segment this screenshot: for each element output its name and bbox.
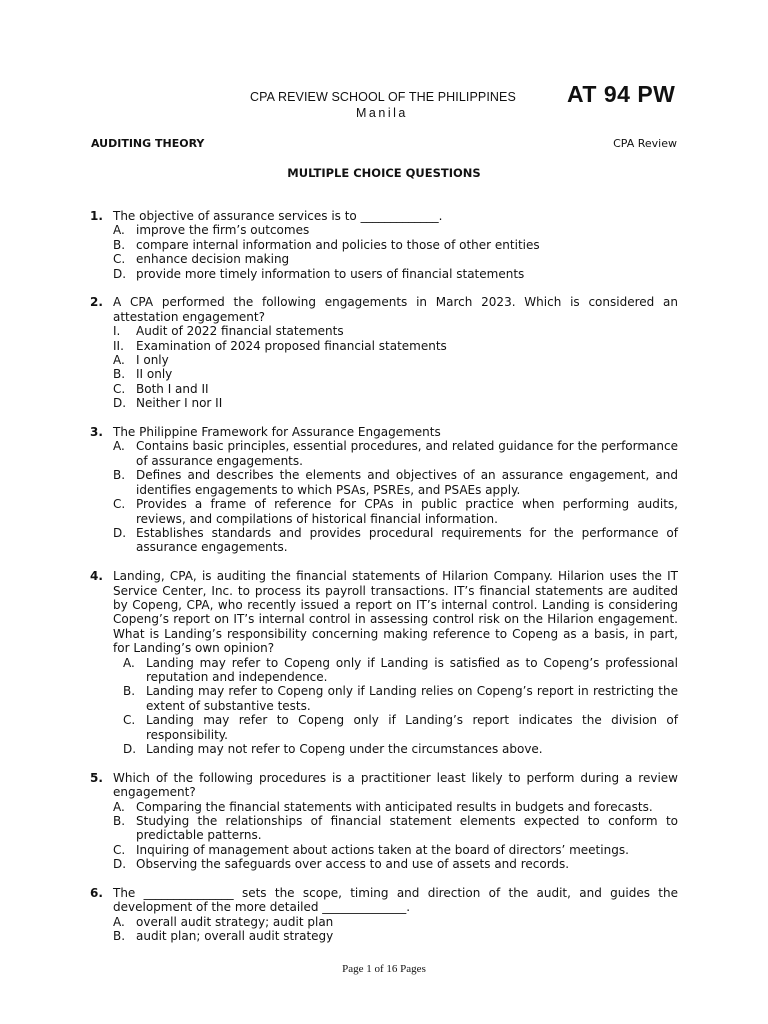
page-footer: Page 1 of 16 Pages bbox=[342, 963, 426, 975]
statement-item bbox=[113, 324, 678, 338]
answer-option-text: Contains basic principles, essential procedures, and related guidance for the performance of assurance engagements. bbox=[136, 439, 678, 468]
answer-option-text: audit plan; overall audit strategy bbox=[136, 929, 334, 944]
answer-option-label: B. bbox=[113, 468, 126, 483]
answer-option bbox=[113, 526, 678, 555]
answer-option-label: C. bbox=[113, 842, 126, 857]
answer-option-text: Observing the safeguards over access to and use of assets and records. bbox=[136, 857, 570, 872]
answer-option-text: Establishes standards and provides procedural requirements for the performance of assurance engagements. bbox=[136, 525, 678, 555]
answer-option bbox=[113, 252, 678, 266]
answer-option-text: Provides a frame of reference for CPAs in public practice when performing audits, reviews, and compilations of historical financial information. bbox=[136, 497, 678, 526]
answer-option bbox=[113, 439, 678, 468]
question-text: The Philippine Framework for Assurance Engagements bbox=[113, 425, 441, 440]
question-text: Which of the following procedures is a practitioner least likely to perform during a review engagement? bbox=[113, 770, 678, 800]
question-text: The objective of assurance services is to _____________. bbox=[113, 209, 443, 223]
answer-option bbox=[113, 800, 678, 814]
answer-option-label: D. bbox=[113, 525, 127, 540]
statement-item-text: Examination of 2024 proposed financial statements bbox=[136, 338, 447, 353]
question-number: 6. bbox=[90, 886, 103, 901]
answer-option-label: C. bbox=[113, 381, 126, 396]
document-code: AT 94 PW bbox=[567, 81, 676, 107]
answer-option-text: overall audit strategy; audit plan bbox=[136, 914, 334, 929]
answer-option-label: A. bbox=[113, 353, 125, 368]
answer-option-label: D. bbox=[113, 396, 127, 411]
answer-option-label: D. bbox=[123, 741, 137, 756]
answer-option bbox=[113, 353, 678, 367]
question bbox=[90, 425, 678, 555]
answer-option bbox=[113, 267, 678, 281]
question bbox=[90, 569, 678, 756]
answer-option bbox=[123, 656, 678, 685]
question-number: 2. bbox=[90, 295, 103, 310]
statement-item-label: I. bbox=[113, 324, 121, 339]
answer-option-label: C. bbox=[113, 252, 126, 267]
answer-option-label: C. bbox=[113, 497, 126, 512]
answer-option-label: A. bbox=[113, 799, 125, 814]
answer-option-text: provide more timely information to users of financial statements bbox=[136, 266, 525, 281]
question-number: 1. bbox=[90, 209, 103, 223]
answer-option-label: A. bbox=[113, 223, 125, 238]
answer-option bbox=[123, 742, 678, 756]
answer-option-text: Studying the relationships of financial statement elements expected to conform to predictable patterns. bbox=[136, 814, 678, 843]
answer-option bbox=[113, 915, 678, 929]
answer-option-label: B. bbox=[113, 367, 126, 382]
answer-option bbox=[113, 857, 678, 871]
answer-option-text: Landing may refer to Copeng only if Landing’s report indicates the division of responsibility. bbox=[146, 713, 678, 742]
answer-option-text: I only bbox=[136, 353, 169, 368]
answer-option-label: B. bbox=[113, 814, 126, 828]
statement-item bbox=[113, 339, 678, 353]
question-number: 4. bbox=[90, 569, 103, 584]
section-title: MULTIPLE CHOICE QUESTIONS bbox=[287, 166, 481, 180]
answer-option-label: A. bbox=[123, 655, 135, 670]
answer-option-text: enhance decision making bbox=[136, 252, 290, 267]
statement-item-label: II. bbox=[113, 338, 124, 353]
answer-option-text: Landing may refer to Copeng only if Landing relies on Copeng’s report in restricting the extent of substantive tests. bbox=[146, 684, 678, 713]
answer-option bbox=[113, 929, 678, 943]
answer-option bbox=[113, 238, 678, 252]
answer-option-text: Neither I nor II bbox=[136, 396, 223, 411]
answer-option bbox=[113, 396, 678, 410]
answer-option bbox=[113, 367, 678, 381]
question bbox=[90, 886, 678, 944]
answer-option-label: B. bbox=[113, 237, 126, 252]
statement-item-text: Audit of 2022 financial statements bbox=[136, 324, 344, 339]
question bbox=[90, 295, 678, 410]
answer-option-text: Both I and II bbox=[136, 381, 209, 396]
answer-option bbox=[113, 223, 678, 237]
answer-option bbox=[113, 382, 678, 396]
answer-option-text: Defines and describes the elements and objectives of an assurance engagement, and identifies engagements to which PSAs, PSREs, and PSAEs apply. bbox=[136, 468, 678, 497]
answer-option-text: Landing may not refer to Copeng under the circumstances above. bbox=[146, 741, 543, 756]
question bbox=[90, 771, 678, 872]
answer-option bbox=[123, 713, 678, 742]
question bbox=[90, 209, 678, 281]
answer-option bbox=[113, 843, 678, 857]
question-number: 3. bbox=[90, 425, 103, 440]
answer-option-label: D. bbox=[113, 857, 127, 872]
school-name: CPA REVIEW SCHOOL OF THE PHILIPPINES bbox=[250, 90, 516, 104]
answer-option-text: compare internal information and policies to those of other entities bbox=[136, 237, 540, 252]
answer-option-label: B. bbox=[123, 684, 136, 699]
answer-option-text: improve the firm’s outcomes bbox=[136, 223, 310, 238]
answer-option-label: D. bbox=[113, 266, 127, 281]
question-number: 5. bbox=[90, 770, 103, 785]
answer-option-label: C. bbox=[123, 713, 136, 728]
question-text: The _______________ sets the scope, timing and direction of the audit, and guides the development of the more detailed ______________. bbox=[113, 886, 678, 915]
answer-option bbox=[113, 468, 678, 497]
question-text: Landing, CPA, is auditing the financial statements of Hilarion Company. Hilarion uses the IT Service Center, Inc. to process its payroll transactions. IT’s financial statements are audited by Copeng, CPA, who recently issued a report on IT’s internal control. Landing is considering Copeng’s report on IT’s internal control in assessing control risk on the Hilarion engagement. What is Landing’s responsibility concerning making reference to Copeng as a basis, in part, for Landing’s own opinion? bbox=[113, 569, 678, 656]
answer-option-label: B. bbox=[113, 929, 126, 944]
course-label: CPA Review bbox=[613, 137, 677, 150]
subject-title: AUDITING THEORY bbox=[91, 137, 205, 150]
answer-option-label: A. bbox=[113, 914, 125, 929]
answer-option-text: Landing may refer to Copeng only if Landing is satisfied as to Copeng’s professional reputation and independence. bbox=[146, 655, 678, 684]
answer-option bbox=[113, 497, 678, 526]
answer-option-text: Comparing the financial statements with anticipated results in budgets and forecasts. bbox=[136, 799, 653, 814]
answer-option-text: II only bbox=[136, 367, 173, 382]
answer-option-text: Inquiring of management about actions taken at the board of directors’ meetings. bbox=[136, 842, 629, 857]
answer-option bbox=[113, 814, 678, 843]
question-list bbox=[90, 209, 678, 958]
question-text: A CPA performed the following engagements in March 2023. Which is considered an attestation engagement? bbox=[113, 295, 678, 324]
answer-option bbox=[123, 684, 678, 713]
school-city: Manila bbox=[356, 106, 408, 120]
answer-option-label: A. bbox=[113, 439, 125, 454]
